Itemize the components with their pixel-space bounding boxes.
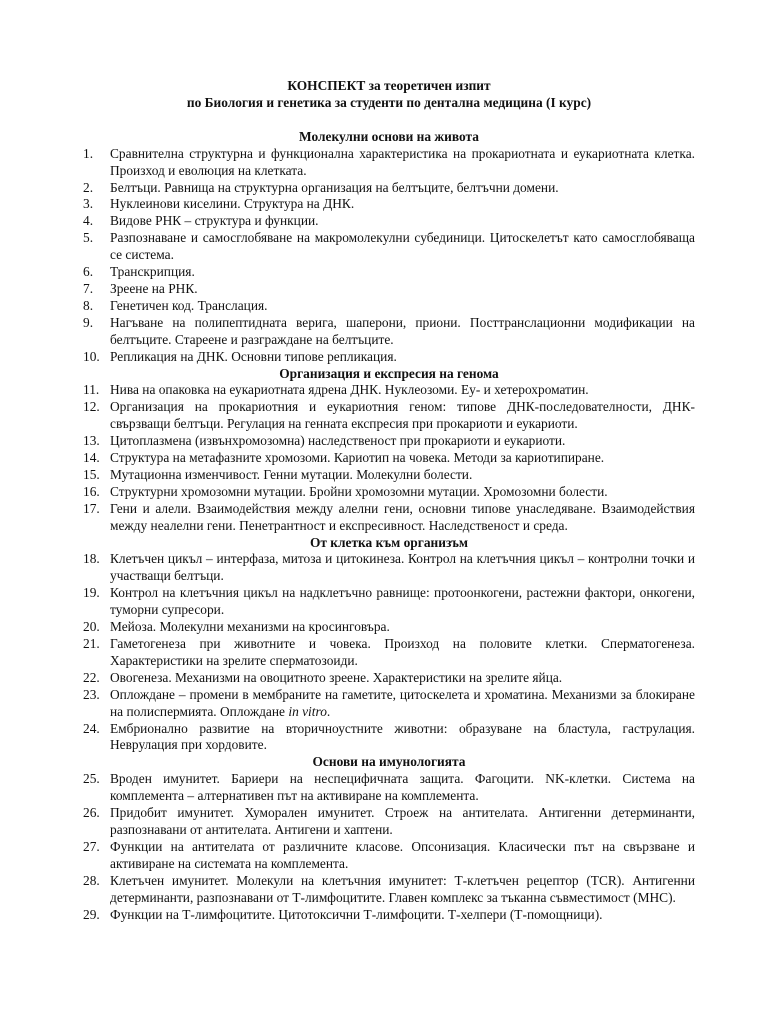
item-text: Структурни хромозомни мутации. Бройни хромозомни мутации. Хромозомни болести. xyxy=(110,483,608,499)
list-item xyxy=(83,450,695,467)
item-text: Гени и алели. Взаимодействия между алелни гени, основни типове унаследяване. Взаимодействия между неалелни гени. Пенетрантност и експресивност. Наследственост и среда. xyxy=(110,500,695,533)
item-number: 18. xyxy=(83,551,100,567)
item-text-italic: in vitro xyxy=(288,703,327,719)
item-text: Мейоза. Молекулни механизми на кросинговъра. xyxy=(110,619,390,635)
item-number: 17. xyxy=(83,500,100,516)
item-number: 12. xyxy=(83,399,100,415)
item-number: 11. xyxy=(83,382,100,398)
item-number: 4. xyxy=(83,213,94,229)
item-number: 3. xyxy=(83,196,94,212)
list-item xyxy=(83,839,695,873)
item-number: 28. xyxy=(83,872,100,888)
list-item xyxy=(83,670,695,687)
list-item xyxy=(83,805,695,839)
list-item xyxy=(83,315,695,349)
item-number: 23. xyxy=(83,686,100,702)
list-item xyxy=(83,636,695,670)
item-text: Мутационна изменчивост. Генни мутации. Молекулни болести. xyxy=(110,466,473,482)
list-item xyxy=(83,484,695,501)
item-text: Структура на метафазните хромозоми. Кариотип на човека. Методи за кариотипиране. xyxy=(110,450,605,466)
item-text: Ембрионално развитие на вторичноустните животни: образуване на бластула, гаструлация. Неврулация при хордовите. xyxy=(110,720,695,753)
item-text: Зреене на РНК. xyxy=(110,280,198,296)
item-text: Контрол на клетъчния цикъл на надклетъчно равнище: протоонкогени, растежни фактори, онкогени, туморни супресори. xyxy=(110,585,695,618)
topic-list xyxy=(83,771,695,923)
section-heading: От клетка към организъм xyxy=(309,534,469,550)
list-item xyxy=(83,230,695,264)
list-item xyxy=(83,213,695,230)
item-text: Белтъци. Равнища на структурна организация на белтъците, белтъчни домени. xyxy=(110,179,559,195)
item-text: Генетичен код. Транслация. xyxy=(110,297,268,313)
item-text: Оплождане – промени в мембраните на гаметите, цитоскелета и хроматина. Механизми за блокиране на полиспермията. Оплождане xyxy=(110,686,695,719)
list-item xyxy=(83,687,695,721)
list-item xyxy=(83,349,695,366)
item-number: 1. xyxy=(83,145,94,161)
item-text: Сравнителна структурна и функционална характеристика на прокариотната и еукариотната клетка. Произход и еволюция на клетката. xyxy=(110,145,695,178)
item-number: 8. xyxy=(83,297,94,313)
syllabus-sections xyxy=(83,129,695,924)
item-number: 6. xyxy=(83,264,94,280)
topic-list xyxy=(83,551,695,754)
document-page xyxy=(83,78,695,923)
topic-list xyxy=(83,146,695,366)
item-number: 19. xyxy=(83,585,100,601)
list-item xyxy=(83,298,695,315)
item-number: 13. xyxy=(83,433,100,449)
item-text: Нива на опаковка на еукариотната ядрена ДНК. Нуклеозоми. Еу- и хетерохроматин. xyxy=(110,382,589,398)
item-text: Нагъване на полипептидната верига, шаперони, приони. Посттранслационни модификации на белтъците. Стареене и разграждане на белтъците. xyxy=(110,314,695,347)
item-text: Разпознаване и самосглобяване на макромолекулни субединици. Цитоскелетът като самосглобяваща се система. xyxy=(110,230,695,263)
item-text-suffix: . xyxy=(326,703,331,719)
list-item xyxy=(83,264,695,281)
item-number: 22. xyxy=(83,669,100,685)
list-item xyxy=(83,467,695,484)
item-text: Транскрипция. xyxy=(110,264,195,280)
list-item xyxy=(83,585,695,619)
item-number: 9. xyxy=(83,314,94,330)
item-text: Функции на антителата от различните класове. Опсонизация. Класически път на свързване и активиране на системата на комплемента. xyxy=(110,838,695,871)
item-number: 15. xyxy=(83,466,100,482)
list-item xyxy=(83,146,695,180)
item-number: 5. xyxy=(83,230,94,246)
item-text: Организация на прокариотния и еукариотния геном: типове ДНК-последователности, ДНК-свързващи белтъци. Регулация на генната експресия при прокариоти и еукариоти. xyxy=(110,399,695,432)
item-number: 16. xyxy=(83,483,100,499)
section-heading: Основи на имунологията xyxy=(312,754,466,770)
item-text: Овогенеза. Механизми на овоцитното зреене. Характеристики на зрелите яйца. xyxy=(110,669,563,685)
item-text: Видове РНК – структура и функции. xyxy=(110,213,319,229)
item-number: 2. xyxy=(83,179,94,195)
item-number: 14. xyxy=(83,450,100,466)
item-number: 10. xyxy=(83,348,100,364)
item-text: Придобит имунитет. Хуморален имунитет. Строеж на антителата. Антигенни детерминанти, разпознавани от антителата. Антигени и хаптени. xyxy=(110,805,695,837)
list-item xyxy=(83,873,695,907)
document-subtitle: по Биология и генетика за студенти по дентална медицина (I курс) xyxy=(186,94,592,110)
list-item xyxy=(83,551,695,585)
item-text: Нуклеинови киселини. Структура на ДНК. xyxy=(110,196,355,212)
item-number: 20. xyxy=(83,619,100,635)
item-text: Цитоплазмена (извънхромозомна) наследственост при прокариоти и еукариоти. xyxy=(110,433,566,449)
item-text: Клетъчен цикъл – интерфаза, митоза и цитокинеза. Контрол на клетъчния цикъл – контролни точки и участващи белтъци. xyxy=(110,551,695,584)
section-heading: Организация и експресия на генома xyxy=(279,365,499,381)
list-item xyxy=(83,907,695,924)
topic-list xyxy=(83,382,695,534)
item-text: Гаметогенеза при животните и човека. Произход на половите клетки. Сперматогенеза. Характеристики на зрелите сперматозоиди. xyxy=(110,636,695,668)
list-item xyxy=(83,433,695,450)
list-item xyxy=(83,382,695,399)
list-item xyxy=(83,501,695,535)
item-text: Репликация на ДНК. Основни типове репликация. xyxy=(110,348,397,364)
list-item xyxy=(83,771,695,805)
list-item xyxy=(83,180,695,197)
title-spacer xyxy=(83,112,695,129)
item-number: 21. xyxy=(83,636,100,651)
list-item xyxy=(83,196,695,213)
list-item xyxy=(83,721,695,755)
item-text: Вроден имунитет. Бариери на неспецифичната защита. Фагоцити. NK-клетки. Система на комплемента – алтернативен път на активиране на комплемента. xyxy=(110,771,695,804)
item-text: Функции на Т-лимфоцитите. Цитотоксични Т-лимфоцити. Т-хелпери (Т-помощници). xyxy=(110,906,603,922)
section-heading: Молекулни основи на живота xyxy=(299,128,479,144)
list-item xyxy=(83,399,695,433)
item-number: 27. xyxy=(83,838,100,854)
item-number: 24. xyxy=(83,720,100,736)
item-number: 7. xyxy=(83,280,94,296)
item-number: 26. xyxy=(83,805,100,821)
list-item xyxy=(83,619,695,636)
item-number: 29. xyxy=(83,906,100,922)
item-number: 25. xyxy=(83,771,100,787)
item-text: Клетъчен имунитет. Молекули на клетъчния имунитет: Т-клетъчен рецептор (TCR). Антигенни детерминанти, разпознавани от Т-лимфоцитите. Главен комплекс за тъканна съвместимост (MHC). xyxy=(110,872,695,905)
list-item xyxy=(83,281,695,298)
document-title: КОНСПЕКТ за теоретичен изпит xyxy=(287,78,491,93)
